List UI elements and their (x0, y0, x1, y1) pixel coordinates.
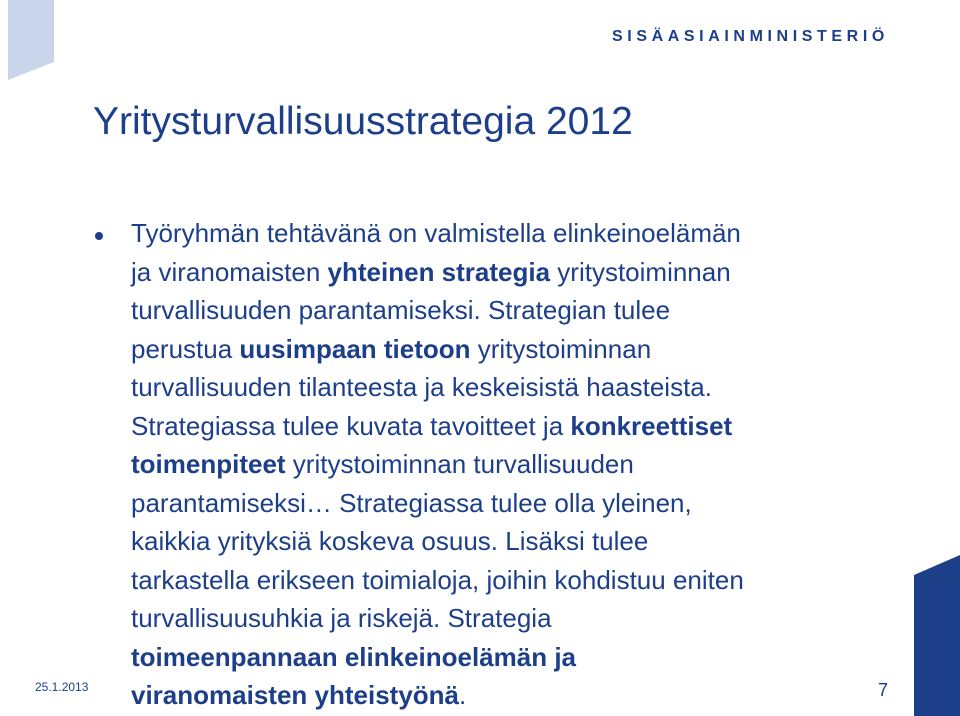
bullet-line (131, 253, 911, 292)
bullet-line (131, 368, 911, 407)
bullet-line (131, 214, 911, 253)
body-text: Työryhmän tehtävänä on valmistella elinkeinoelämän (131, 218, 741, 248)
body-text: ja viranomaisten (131, 256, 328, 287)
bullet-line (131, 599, 911, 638)
emphasis-text: toimenpiteet (131, 449, 286, 479)
body-text: yritystoiminnan (550, 256, 731, 287)
slide-title: Yritysturvallisuusstrategia 2012 (93, 100, 633, 143)
bullet-line (131, 484, 911, 523)
bullet-line (131, 561, 911, 600)
bullet-line (131, 676, 911, 715)
emphasis-text: toimeenpannaan elinkeinoelämän ja (131, 641, 577, 672)
body-text: turvallisuusuhkia ja riskejä. Strategia (131, 603, 552, 633)
emphasis-text: uusimpaan tietoon (239, 333, 471, 364)
body-text: kaikkia yrityksiä koskeva osuus. Lisäksi tulee (131, 526, 649, 556)
body-text: yritystoiminnan (470, 333, 652, 364)
bullet-line (131, 445, 911, 484)
body-text: . (459, 680, 467, 710)
body-text: parantamiseksi… Strategiassa tulee olla yleinen, (131, 487, 692, 518)
decorative-side-shape (914, 555, 960, 716)
bullet-line (131, 638, 911, 677)
bullet-line (131, 407, 911, 446)
body-text: tarkastella erikseen toimialoja, joihin kohdistuu eniten (131, 564, 744, 595)
page-number: 7 (878, 680, 889, 700)
emphasis-text: konkreettiset (570, 410, 733, 441)
ministry-logo: SISÄASIAINMINISTERIÖ (612, 28, 889, 45)
bullet-icon (95, 232, 103, 240)
bullet-paragraph (131, 214, 911, 715)
emphasis-text: yhteinen strategia (327, 256, 551, 287)
bullet-line (131, 522, 911, 561)
bullet-line (131, 330, 911, 369)
body-text: turvallisuuden parantamiseksi. Strategian tulee (131, 295, 671, 325)
body-text: yritystoiminnan turvallisuuden (285, 449, 634, 479)
body-text: perustua (131, 333, 240, 364)
footer-date: 25.1.2013 (35, 680, 89, 694)
decorative-corner-shape (8, 0, 54, 80)
body-text: Strategiassa tulee kuvata tavoitteet ja (131, 410, 571, 441)
body-text: turvallisuuden tilanteesta ja keskeisistä haasteista. (131, 372, 712, 402)
emphasis-text: viranomaisten yhteistyönä (131, 680, 459, 710)
bullet-line (131, 291, 911, 330)
